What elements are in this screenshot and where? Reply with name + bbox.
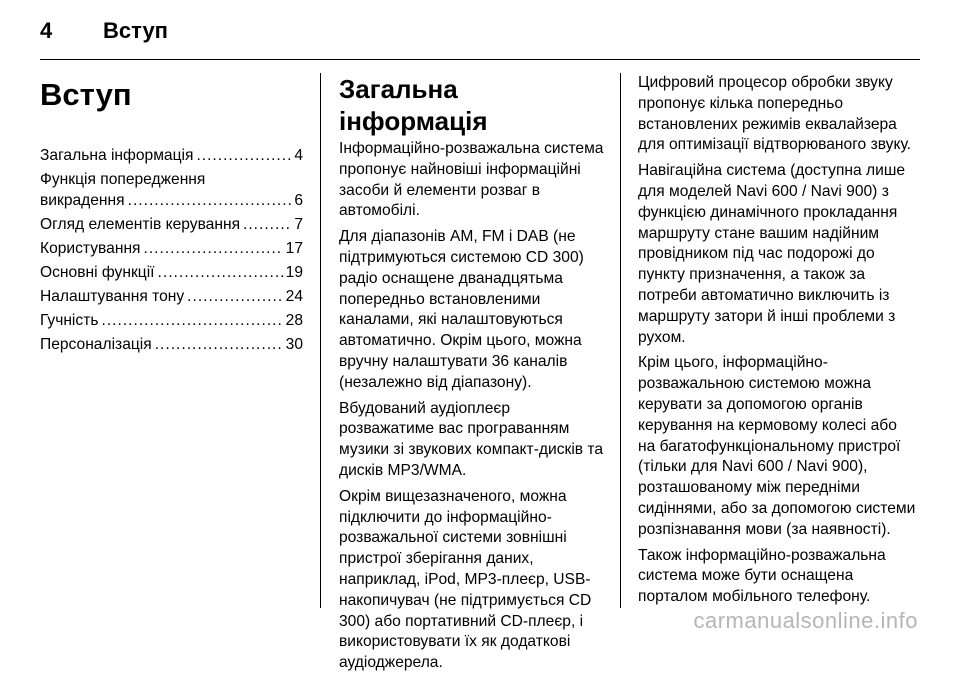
toc-title: Загальна інформація: [40, 147, 194, 164]
table-of-contents: [40, 145, 303, 355]
toc-leader: [187, 286, 282, 307]
toc-title-line1: Функція попередження: [40, 171, 206, 188]
paragraph: Цифровий процесор обробки звуку пропонує кілька попередньо встановлених режимів еквалайзера для оптимізації відтворюваного звуку.: [638, 74, 912, 154]
watermark: carmanualsonline.info: [693, 608, 918, 633]
toc-page: 30: [285, 336, 303, 353]
toc-title: Користування: [40, 240, 141, 257]
toc-leader: [155, 334, 283, 355]
toc-title: Основні функції: [40, 264, 155, 281]
toc-page: 6: [294, 192, 303, 209]
toc-entry[interactable]: [40, 262, 303, 283]
toc-title: Налаштування тону: [40, 288, 185, 305]
paragraph: Навігаційна система (доступна лише для моделей Navi 600 / Navi 900) з функцією динамічного прокладання маршруту стане вашим надійним провідником під час подорожі до пункту призначення, а також за потреби автоматично виключить із маршруту затори й інші проблеми з рухом.: [638, 162, 906, 346]
toc-page: 28: [285, 312, 303, 329]
section-title: Вступ: [40, 77, 132, 112]
paragraph: Вбудований аудіоплеєр розважатиме вас програванням музики зі звукових компакт-дисків та дисків MP3/WMA.: [339, 399, 604, 479]
toc-leader: [196, 145, 291, 166]
running-title: Вступ: [103, 18, 168, 43]
toc-leader: [144, 238, 283, 259]
paragraph: Також інформаційно-розважальна система може бути оснащена порталом мобільного телефону.: [638, 546, 886, 606]
toc-entry[interactable]: [40, 286, 303, 307]
toc-title: Персоналізація: [40, 336, 152, 353]
column-divider: [620, 73, 621, 608]
toc-title: викрадення: [40, 192, 125, 209]
paragraph: Окрім вищезазначеного, можна підключити до інформаційно-розважальної системи зовнішні пристрої зберігання даних, наприклад, iPod, MP3-плеєр, USB-накопичувач (не підтримується CD 300) або портативний CD-плеєр, і використовувати їх як додаткові аудіоджерела.: [339, 487, 592, 672]
page-header: [40, 18, 168, 48]
toc-title: Гучність: [40, 312, 99, 329]
toc-page: 17: [285, 240, 303, 257]
toc-leader: [243, 214, 291, 235]
toc-leader: [128, 190, 292, 211]
column-general-info: [339, 73, 605, 679]
toc-page: 19: [285, 264, 303, 281]
column-continued: [638, 73, 918, 613]
toc-entry[interactable]: [40, 145, 303, 166]
paragraph: Для діапазонів AM, FM і DAB (не підтримуються системою CD 300) радіо оснащене дванадцятьма попередньо встановленими каналами, які налаштовуються автоматично. Окрім цього, можна вручну налаштувати 36 каналів (незалежно від діапазону).: [339, 228, 584, 391]
toc-page: 24: [285, 288, 303, 305]
toc-entry[interactable]: [40, 169, 303, 211]
toc-title: Огляд елементів керування: [40, 216, 241, 233]
toc-entry[interactable]: [40, 214, 303, 235]
subsection-title: Загальна інформація: [339, 74, 488, 136]
page-number: 4: [40, 18, 53, 43]
paragraph: Інформаційно-розважальна система пропонує найновіші інформаційні засоби й елементи розваг в автомобілі.: [339, 140, 604, 220]
toc-entry[interactable]: [40, 310, 303, 331]
header-rule: [40, 59, 920, 60]
toc-entry[interactable]: [40, 334, 303, 355]
toc-entry[interactable]: [40, 238, 303, 259]
toc-leader: [158, 262, 283, 283]
column-divider: [320, 73, 321, 608]
column-toc: [40, 73, 303, 358]
paragraph: Крім цього, інформаційно-розважальною системою можна керувати за допомогою органів керування на кермовому колесі або на багатофункціональному пристрої (тільки для Navi 600 / Navi 900), розташованому між передніми сидіннями, або за допомогою системи розпізнавання мови (за наявності).: [638, 354, 916, 538]
toc-page: 7: [294, 216, 303, 233]
toc-page: 4: [294, 147, 303, 164]
toc-leader: [101, 310, 282, 331]
